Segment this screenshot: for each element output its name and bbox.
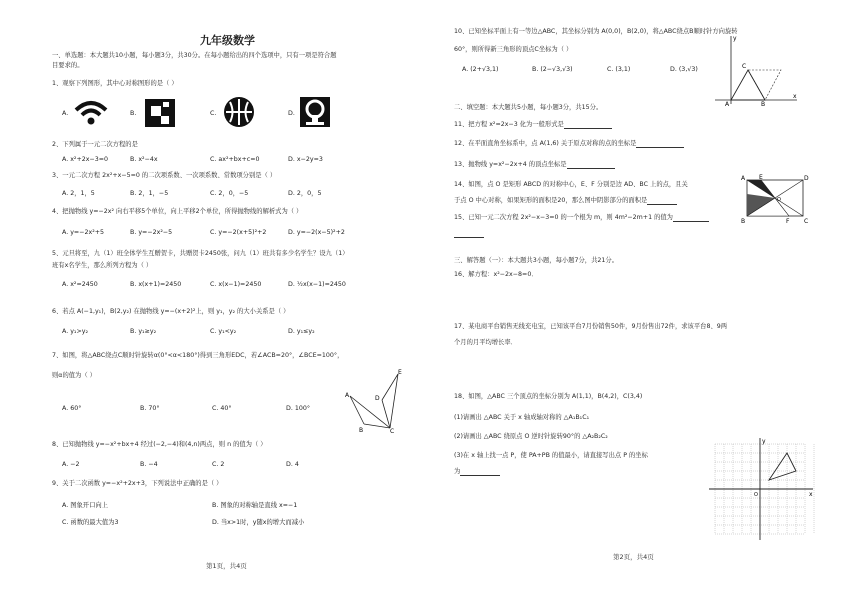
q1-option-b: B.	[130, 110, 137, 117]
q18-label-x: x	[809, 491, 813, 498]
question-15-cont	[454, 230, 484, 238]
railway-logo-icon	[298, 95, 332, 129]
puzzle-shape-icon	[143, 97, 177, 129]
question-18-part2: (2)请画出 △ABC 绕原点 O 逆时针旋转90°的 △A₂B₂C₂	[454, 433, 608, 440]
question-12: 12、在平面直角坐标系中，点 A(1,6) 关于原点对称的点的坐标是	[454, 140, 684, 148]
question-18-part3-cont: 为	[454, 468, 500, 476]
q7-option-d: D. 100°	[286, 405, 311, 412]
q2-option-b: B. x²−4x	[130, 156, 158, 163]
q3-option-b: B. 2，1，−5	[130, 190, 169, 197]
q5-option-b: B. x(x+1)=2450	[130, 281, 182, 288]
q15-answer-blank[interactable]	[673, 214, 709, 222]
section1-heading-cont: 目要求的。	[52, 62, 84, 69]
q3-option-a: A. 2，1，5	[62, 190, 95, 197]
q7-label-d: D	[375, 395, 380, 402]
question-7-cont: 则α的值为（ ）	[52, 372, 96, 379]
q8-option-b: B. −4	[140, 461, 158, 468]
q1-option-d: D.	[288, 110, 295, 117]
question-10-cont: 60°，则所得新三角形的顶点C坐标为（ ）	[454, 46, 573, 53]
q12-answer-blank[interactable]	[636, 140, 684, 148]
q10-coordinate-figure	[709, 32, 801, 106]
q4-option-c: C. y=−2(x+5)²+2	[210, 229, 267, 236]
question-1: 1、观察下列图形，其中心对称图形的是（ ）	[52, 80, 178, 87]
q6-option-c: C. y₁<y₂	[210, 328, 237, 335]
question-18-part3: (3)在 x 轴上找一点 P，使 PA+PB 的值最小，请直接写出点 P 的坐标	[454, 452, 648, 459]
question-5-cont: 班有x名学生，那么所列方程为（ ）	[52, 262, 153, 269]
q10-label-c: C	[742, 63, 747, 70]
question-7: 7、如图，将△ABC绕点C顺时针旋转α(0°<α<180°)得到三角形EDC，若∠ACB=20°，∠BCE=100°，	[52, 352, 344, 359]
left-page	[0, 0, 430, 599]
q7-rotation-figure	[342, 366, 410, 434]
q7-label-e: E	[398, 369, 402, 376]
q7-option-c: C. 40°	[212, 405, 232, 412]
q18-coordinate-grid	[707, 436, 817, 542]
q18-answer-blank[interactable]	[460, 468, 500, 476]
question-14-cont: 于点 O 中心对称，如果矩形的面积是20，那么图中阴影部分的面积是	[454, 197, 677, 205]
q7-label-b: B	[359, 427, 364, 434]
q15-answer-blank-cont[interactable]	[454, 230, 484, 238]
q11-answer-blank[interactable]	[564, 121, 612, 129]
triangle-abc	[769, 453, 796, 480]
question-8: 8、已知抛物线 y=−x²+bx+4 经过(−2,−4)和(4,n)两点，则 n 的值为（ ）	[52, 441, 267, 448]
q2-option-d: D. x−2y=3	[288, 156, 323, 163]
q6-option-d: D. y₁≤y₂	[288, 328, 315, 335]
q5-option-d: D. ½x(x−1)=2450	[288, 281, 346, 288]
question-2: 2、下列属于一元二次方程的是	[52, 141, 138, 148]
q9-option-d: D. 当x>1时，y随x的增大而减小	[212, 519, 305, 526]
q9-option-c: C. 函数的最大值为3	[62, 519, 119, 526]
question-6: 6、若点 A(−1,y₁)，B(2,y₂) 在抛物线 y=−(x+2)²上，则 y₁，y₂ 的大小关系是（ ）	[52, 308, 290, 315]
q14-label-o: O	[777, 197, 781, 203]
q10-option-d: D. (3,√3)	[670, 66, 698, 73]
q4-option-a: A. y=−2x²+5	[62, 229, 105, 236]
q7-option-a: A. 60°	[62, 405, 82, 412]
q14-label-c: C	[804, 218, 809, 225]
q5-option-a: A. x²=2450	[62, 281, 98, 288]
question-16: 16、解方程：x²−2x−8=0．	[454, 271, 538, 278]
q7-option-b: B. 70°	[140, 405, 160, 412]
q2-option-c: C. ax²+bx+c=0	[210, 156, 260, 163]
wifi-icon	[72, 96, 110, 128]
basketball-logo-icon	[222, 95, 256, 129]
q7-label-a: A	[345, 392, 350, 399]
q14-label-b: B	[741, 218, 746, 225]
q13-answer-blank[interactable]	[567, 161, 615, 169]
q10-label-y: y	[733, 35, 737, 42]
section2-heading: 二、填空题：本大题共5小题，每小题3分，共15分。	[454, 104, 603, 111]
q14-label-e: E	[759, 174, 763, 181]
q9-option-b: B. 图象的对称轴是直线 x=−1	[212, 502, 298, 509]
page-title: 九年级数学	[200, 34, 255, 47]
question-15: 15、已知一元二次方程 2x²−x−3=0 的一个根为 m，则 4m²−2m+1 的值为	[454, 214, 709, 222]
q6-option-a: A. y₁>y₂	[62, 328, 88, 335]
q10-option-b: B. (2−√3,√3)	[532, 66, 573, 73]
q3-option-d: D. 2，0，5	[288, 190, 322, 197]
q14-rectangle-figure	[739, 174, 811, 226]
question-18-part1: (1)请画出 △ABC 关于 x 轴成轴对称的 △A₁B₁C₁	[454, 414, 590, 421]
q10-label-a: A	[725, 101, 730, 106]
q10-option-c: C. (3,1)	[607, 66, 631, 73]
q2-option-a: A. x²+2x−3=0	[62, 156, 109, 163]
question-13: 13、抛物线 y=x²−2x+4 的顶点坐标是	[454, 161, 615, 169]
question-5: 5、元旦将至，九（1）班全体学生互赠贺卡，共赠贺卡2450张，问九（1）班共有多少名学生？设九（1）	[52, 250, 349, 257]
q6-option-b: B. y₁≥y₂	[130, 328, 157, 335]
page-footer-right: 第2页，共4页	[613, 553, 654, 561]
page-footer: 第1页，共4页	[206, 562, 247, 570]
q8-option-a: A. −2	[62, 461, 80, 468]
q18-label-o: O	[754, 492, 758, 498]
q7-label-c: C	[390, 428, 395, 434]
q8-option-c: C. 2	[212, 461, 225, 468]
q3-option-c: C. 2，0，−5	[210, 190, 249, 197]
q4-option-d: D. y=−2(x−5)²+2	[288, 229, 345, 236]
q1-option-c: C.	[210, 110, 217, 117]
q5-option-c: C. x(x−1)=2450	[210, 281, 262, 288]
section1-heading: 一、单选题：本大题共10小题，每小题3分，共30分。在每小题给出的四个选项中，只有一项是符合题	[52, 52, 337, 59]
q14-label-d: D	[804, 175, 809, 182]
question-9: 9、关于二次函数 y=−x²+2x+3，下列说法中正确的是（ ）	[52, 480, 223, 487]
q14-answer-blank[interactable]	[647, 197, 677, 205]
question-14: 14、如图，点 O 是矩形 ABCD 的对称中心，E、F 分别是边 AD、BC 上的点，且关	[454, 181, 688, 188]
question-17: 17、某电商平台销售无线充电宝，已知该平台7月份销售50件，9月份售出72件，求该平台8、9两	[454, 323, 728, 330]
right-page	[437, 0, 867, 599]
question-18: 18、如图，△ABC 三个顶点的坐标分别为 A(1,1)，B(4,2)，C(3,4)	[454, 393, 643, 400]
q10-label-x: x	[793, 93, 797, 100]
q9-option-a: A. 图象开口向上	[62, 502, 108, 509]
q14-label-f: F	[786, 218, 790, 225]
q18-label-y: y	[762, 438, 766, 445]
question-17-cont: 个月的月平均增长率．	[454, 339, 517, 346]
q4-option-b: B. y=−2x²−5	[130, 229, 173, 236]
q1-option-a: A.	[62, 110, 69, 117]
section3-heading: 三、解答题（一）：本大题共3小题，每小题7分，共21分。	[454, 257, 619, 264]
question-4: 4、把抛物线 y=−2x² 向右平移5个单位，向上平移2个单位，所得抛物线的解析式为（ ）	[52, 208, 303, 215]
q14-label-a: A	[741, 175, 746, 182]
q10-option-a: A. (2+√3,1)	[462, 66, 499, 73]
q8-option-d: D. 4	[286, 461, 299, 468]
question-11: 11、把方程 x²=2x−3 化为一般形式是	[454, 121, 612, 129]
question-3: 3、一元二次方程 2x²+x−5=0 的二次项系数、一次项系数、常数项分别是（ ）	[52, 172, 277, 179]
question-10: 10、已知坐标平面上有一等边△ABC，其坐标分别为 A(0,0)，B(2,0)，将△ABC绕点B顺时针方向旋转	[454, 28, 738, 35]
q10-label-b: B	[761, 101, 766, 106]
